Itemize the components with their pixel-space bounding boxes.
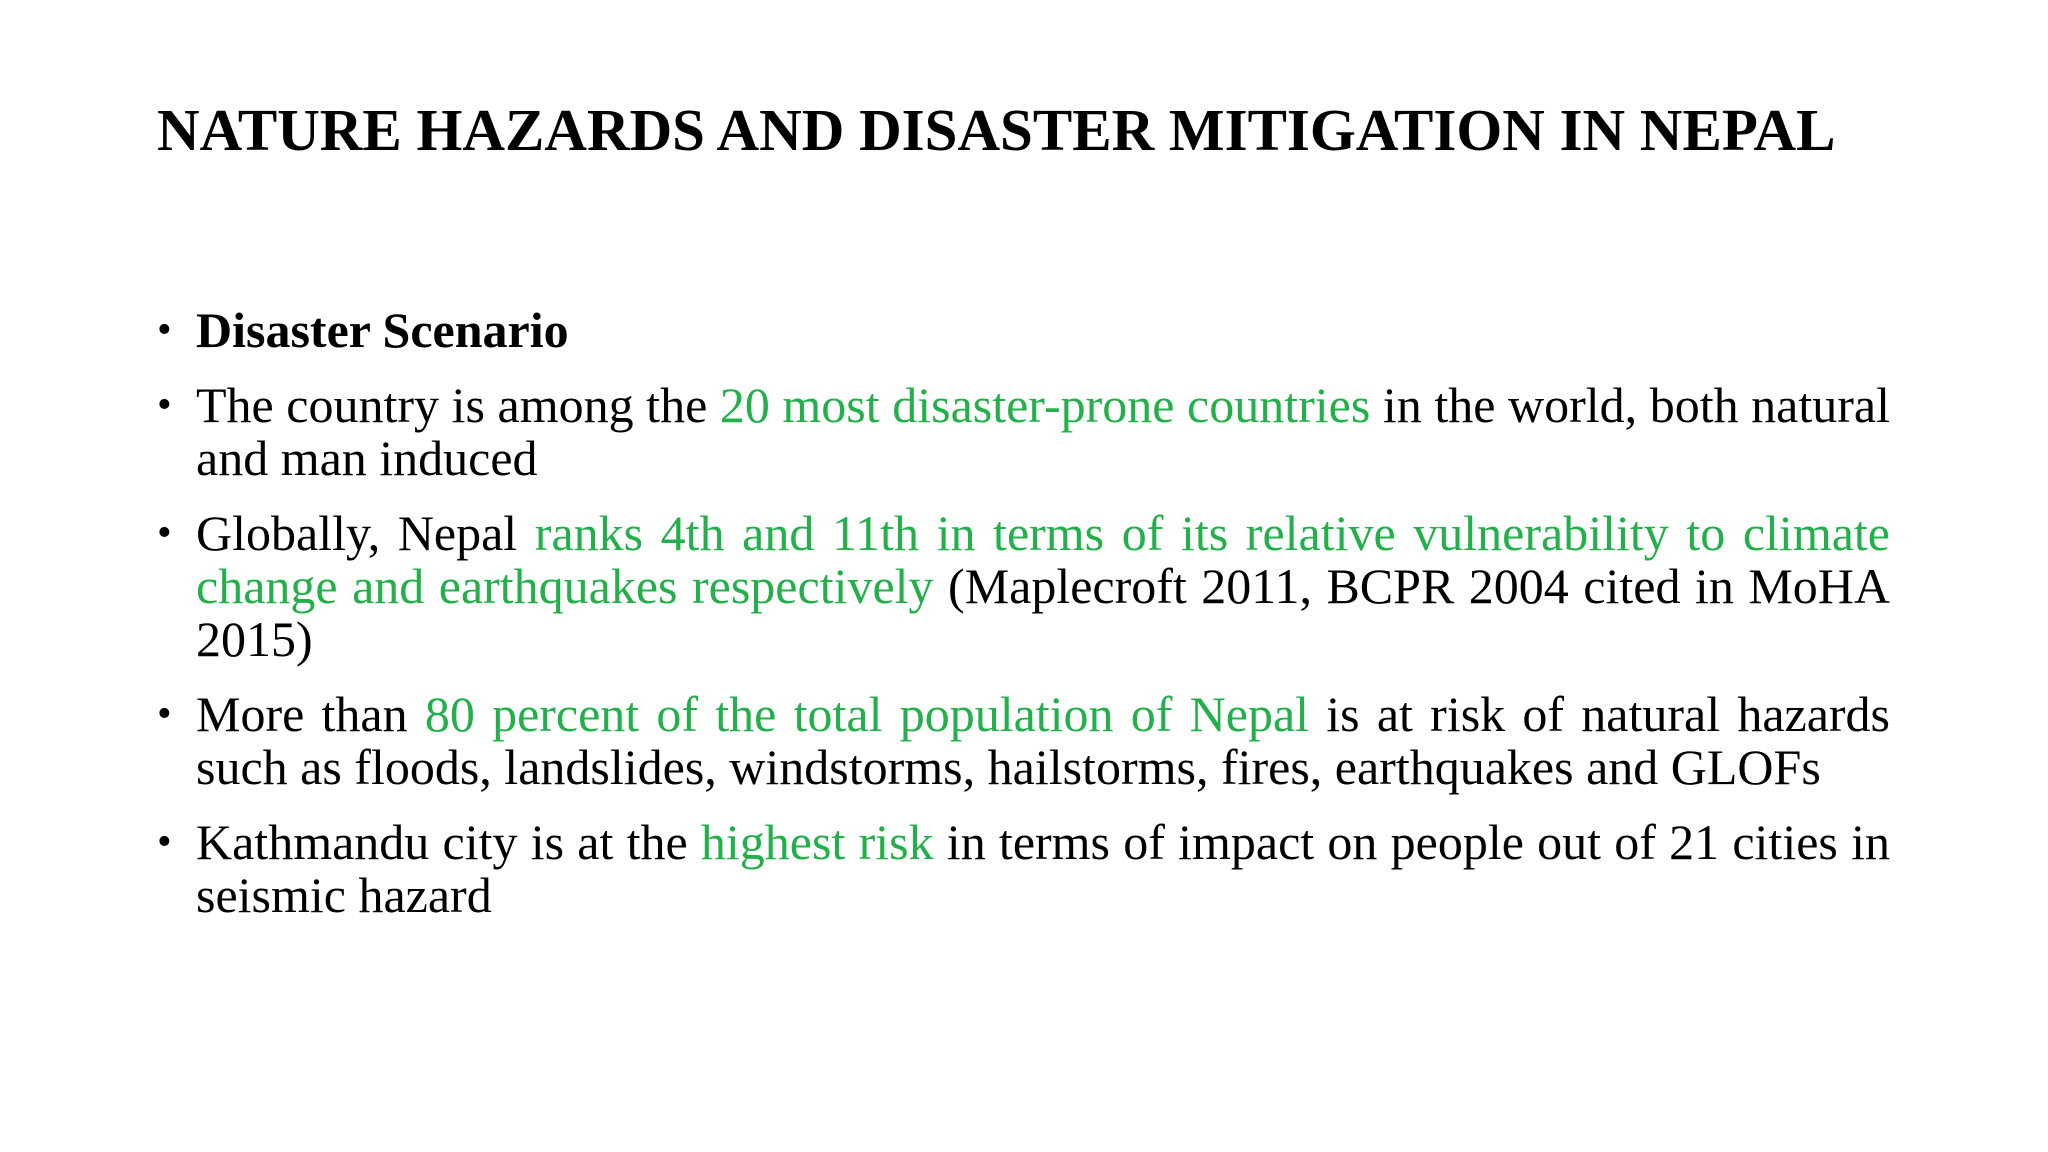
bullet-text: is at risk of natural hazards such as floods, landslides, windstorms, hailstorms, fires, earthquakes and GLOFs	[196, 686, 1891, 795]
bullet-heading-text: Disaster Scenario	[196, 302, 569, 358]
bullet-text: in terms of impact on people out of 21 cities in seismic hazard	[196, 814, 1890, 923]
bullet-text: (Maplecroft 2011, BCPR 2004 cited in MoHA 2015)	[196, 558, 1890, 667]
bullet-text: in the world, both natural and man induced	[196, 377, 1890, 486]
bullet-highlight-text: ranks 4th and 11th in terms of its relative vulnerability to climate change and earthquakes respectively	[196, 505, 1890, 614]
bullet-item	[157, 816, 1890, 922]
bullet-item	[157, 688, 1890, 794]
bullet-item-heading	[157, 304, 1890, 357]
bullet-item	[157, 379, 1890, 485]
bullet-dot-icon: •	[157, 307, 172, 353]
bullet-text: Kathmandu city is at the	[196, 814, 701, 870]
bullet-dot-icon: •	[157, 691, 172, 737]
bullet-highlight-text: highest risk	[700, 814, 934, 870]
bullet-list	[157, 304, 1890, 944]
bullet-item	[157, 507, 1890, 666]
bullet-text: Globally, Nepal	[196, 505, 535, 561]
bullet-text: The country is among the	[196, 377, 720, 433]
bullet-dot-icon: •	[157, 382, 172, 428]
slide-title: NATURE HAZARDS AND DISASTER MITIGATION IN NEPAL	[157, 97, 1836, 163]
bullet-dot-icon: •	[157, 510, 172, 556]
bullet-dot-icon: •	[157, 819, 172, 865]
bullet-highlight-text: 20 most disaster-prone countries	[719, 377, 1371, 433]
bullet-highlight-text: 80 percent of the total population of Nepal	[424, 686, 1310, 742]
bullet-text: More than	[196, 686, 425, 742]
